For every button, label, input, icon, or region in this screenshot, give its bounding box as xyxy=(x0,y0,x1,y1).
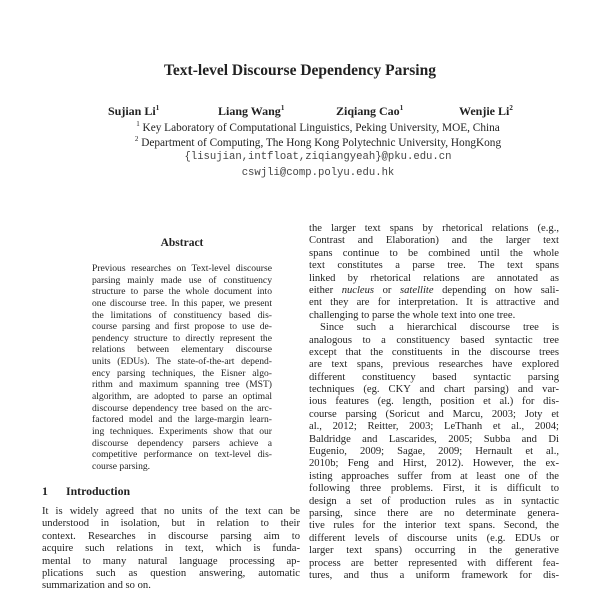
affiliation-text: Department of Computing, The Hong Kong Polytechnic University, HongKong xyxy=(141,136,502,149)
author-affiliation-mark: 2 xyxy=(509,104,513,112)
text-line: ing techniques. Experiments show that our xyxy=(92,425,272,437)
text-line: linked by rhetorical relations are annotated as xyxy=(309,272,559,284)
text-line: understood in isolation, but in relation to their xyxy=(42,518,300,530)
abstract-body xyxy=(92,263,272,473)
text-line: tures, and thus a uniform framework for dis- xyxy=(309,569,559,581)
affiliation-1 xyxy=(0,120,600,134)
text-line: algorithm, are adopted to parse an optimal xyxy=(92,391,272,403)
author-1 xyxy=(108,104,159,119)
text-line: either nucleus or satellite depending on how sali- xyxy=(309,284,559,296)
text-line: parsing mainly made use of constituency xyxy=(92,274,272,286)
text-line: techniques (eg. CKY and chart parsing) and var- xyxy=(309,384,559,396)
section-heading-introduction xyxy=(42,484,130,499)
author-2 xyxy=(218,104,284,119)
text-line: the larger text spans by rhetorical relations (e.g., xyxy=(309,223,559,234)
abstract-heading: Abstract xyxy=(160,237,204,249)
text-line: discourse dependency tree based on the arc- xyxy=(92,402,272,414)
text-line: context. Researches in discourse parsing aim to xyxy=(42,530,300,542)
text-line: ency parsing techniques, the Eisner algo- xyxy=(92,367,272,379)
text-line: Baldridge and Lascarides, 2005; Subba and Di xyxy=(309,433,559,445)
section-title: Introduction xyxy=(66,484,131,498)
text-line: competitive performance on text-level dis- xyxy=(92,449,272,461)
email-line-2: cswjli@comp.polyu.edu.hk xyxy=(241,167,395,179)
paper-title: Text-level Discourse Dependency Parsing xyxy=(164,62,436,79)
text-line: units (EDUs). The state-of-the-art depend- xyxy=(92,356,272,368)
text-line: design a set of production rules as in syntactic xyxy=(309,495,559,507)
author-affiliation-mark: 1 xyxy=(399,104,404,112)
emphasized-term: satellite xyxy=(400,284,434,296)
author-name: Wenjie Li xyxy=(459,104,510,118)
author-4 xyxy=(459,104,513,119)
text-line: isting approaches suffer from at least one of the xyxy=(309,470,559,482)
affiliation-mark: 2 xyxy=(134,135,139,143)
text-line: Contrast and Elaboration) and the larger text xyxy=(309,235,559,247)
section-number: 1 xyxy=(42,484,48,498)
text-line: larger text spans) occurring in the generative xyxy=(309,545,559,557)
text-line: parsing, since there are no determinate genera- xyxy=(309,507,559,519)
text-line: are text spans, previous researches have explored xyxy=(309,359,559,371)
text-line: process are better represented with different fea- xyxy=(309,557,559,569)
author-3 xyxy=(336,104,403,119)
text-line: 2010b; Feng and Hirst, 2012). However, the ex- xyxy=(309,458,559,470)
right-column-body xyxy=(309,223,559,582)
text-line: relations between elementary discourse xyxy=(92,344,272,356)
text-line: tive rules for the interior text spans. Second, the xyxy=(309,520,559,532)
text-line: Since such a hierarchical discourse tree is xyxy=(320,322,559,334)
author-affiliation-mark: 1 xyxy=(155,104,160,112)
affiliation-mark: 1 xyxy=(136,120,140,128)
emphasized-term: nucleus xyxy=(341,284,375,296)
text-line: factored model and the large-margin learn- xyxy=(92,414,272,426)
author-affiliation-mark: 1 xyxy=(280,104,285,112)
text-line: one discourse tree. In this paper, we present xyxy=(92,297,272,309)
author-name: Ziqiang Cao xyxy=(336,104,400,118)
text-line: ious features (eg. length, position et al.) for dis- xyxy=(309,396,559,408)
introduction-body xyxy=(42,506,300,593)
text-line: challenging to parse the whole text into one tree. xyxy=(309,309,516,321)
text-line: Previous researches on Text-level discourse xyxy=(92,263,272,274)
text-line: except that the constituents in the discourse trees xyxy=(309,346,559,358)
text-line: plications such as question answering, automatic xyxy=(42,567,300,579)
text-line: course parsing and first propose to use de- xyxy=(92,321,272,333)
text-line: structure to parse the whole document into xyxy=(92,286,272,298)
text-line: It is widely agreed that no units of the text can be xyxy=(42,506,300,517)
text-line: al., 2012; Reitter, 2003; LeThanh et al., 2004; xyxy=(309,421,559,433)
text-line: acquire such relations in text, which is funda- xyxy=(42,543,300,555)
text-line: ent they are for interpretation. It is attractive and xyxy=(309,297,559,309)
text-line: rithm and maximum spanning tree (MST) xyxy=(92,379,272,391)
affiliation-text: Key Laboratory of Computational Linguistics, Peking University, MOE, China xyxy=(142,121,500,134)
author-name: Sujian Li xyxy=(108,104,156,118)
text-line: different levels of discourse units (e.g. EDUs or xyxy=(309,532,559,544)
text-line: discourse dependency parsers achieve a xyxy=(92,437,272,449)
text-line: course parsing. xyxy=(92,460,151,472)
text-line: different constituency based syntactic parsing xyxy=(309,371,559,383)
text-line: following three problems. First, it is difficult to xyxy=(309,483,559,495)
text-line: course parsing (Soricut and Marcu, 2003; Joty et xyxy=(309,408,559,420)
text-line: pendency structure to directly represent the xyxy=(92,332,272,344)
text-line: summarization and so on. xyxy=(42,580,151,592)
text-line: spans continue to be combined until the whole xyxy=(309,247,559,259)
text-line: text constitutes a parse tree. The text spans xyxy=(309,260,559,272)
text-line: the limitations of constituency based dis- xyxy=(92,309,272,321)
author-name: Liang Wang xyxy=(218,104,281,118)
text-line: Eugenio, 2009; Sagae, 2009; Hernault et al., xyxy=(309,446,559,458)
email-line-1: {lisujian,intfloat,ziqiangyeah}@pku.edu.cn xyxy=(184,151,452,163)
text-line: mental to many natural language processing ap- xyxy=(42,555,300,567)
affiliation-2 xyxy=(0,135,600,149)
text-line: analogous to a constituency based syntactic tree xyxy=(309,334,559,346)
